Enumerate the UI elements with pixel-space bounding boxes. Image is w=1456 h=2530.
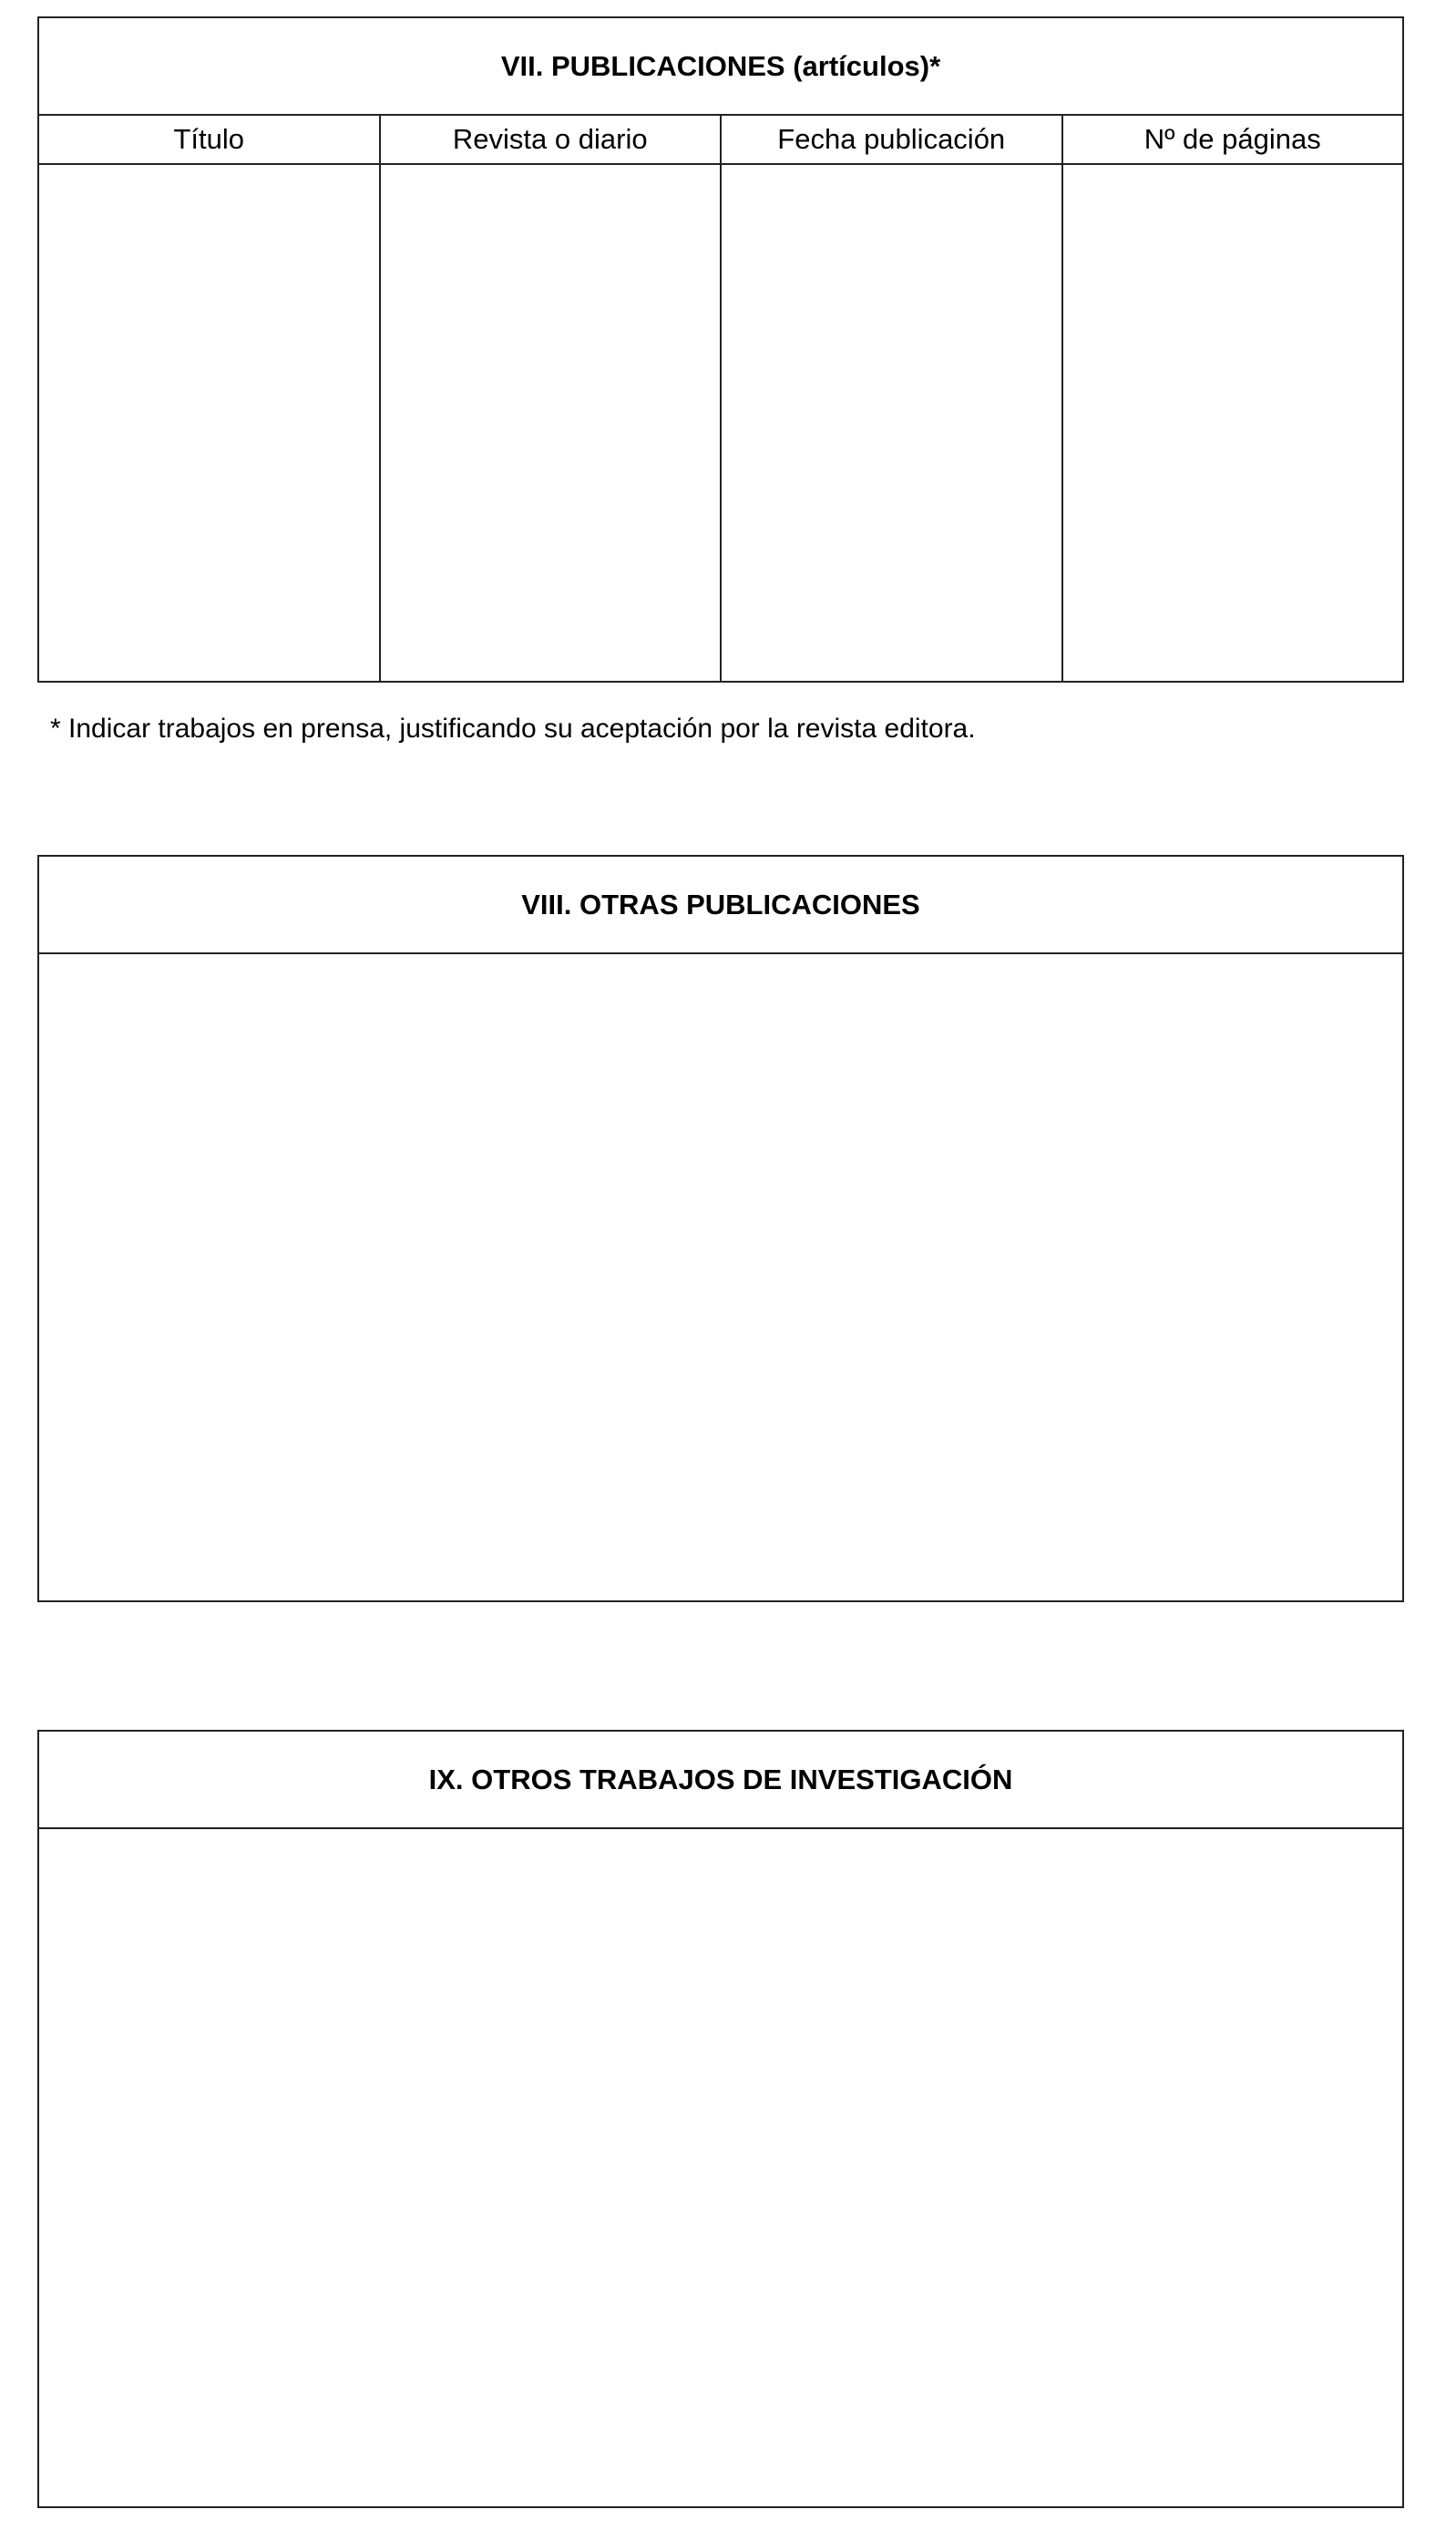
other-research-box	[37, 1730, 1404, 2508]
column-header-page-count: Nº de páginas	[1143, 123, 1321, 155]
column-header-title: Título	[39, 116, 381, 163]
section-vii-title: VII. PUBLICACIONES (artículos)*	[39, 18, 1402, 116]
publications-table	[37, 16, 1404, 683]
other-research-area[interactable]	[39, 1829, 1402, 2506]
section-viii-title: VIII. OTRAS PUBLICACIONES	[39, 857, 1402, 954]
journal-column-area[interactable]	[381, 165, 723, 681]
publication-date-column-area[interactable]	[722, 165, 1063, 681]
other-publications-box	[37, 855, 1404, 1602]
publications-footnote: * Indicar trabajos en prensa, justificando su aceptación por la revista editora.	[50, 714, 976, 744]
section-ix-title: IX. OTROS TRABAJOS DE INVESTIGACIÓN	[39, 1732, 1402, 1829]
column-header-journal: Revista o diario	[381, 116, 723, 163]
other-publications-area[interactable]	[39, 954, 1402, 1600]
page-count-column-area[interactable]	[1063, 165, 1403, 681]
title-column-area[interactable]	[39, 165, 381, 681]
publications-column-headers	[39, 116, 1402, 165]
column-header-publication-date: Fecha publicación	[722, 116, 1063, 163]
publications-table-body	[39, 165, 1402, 681]
